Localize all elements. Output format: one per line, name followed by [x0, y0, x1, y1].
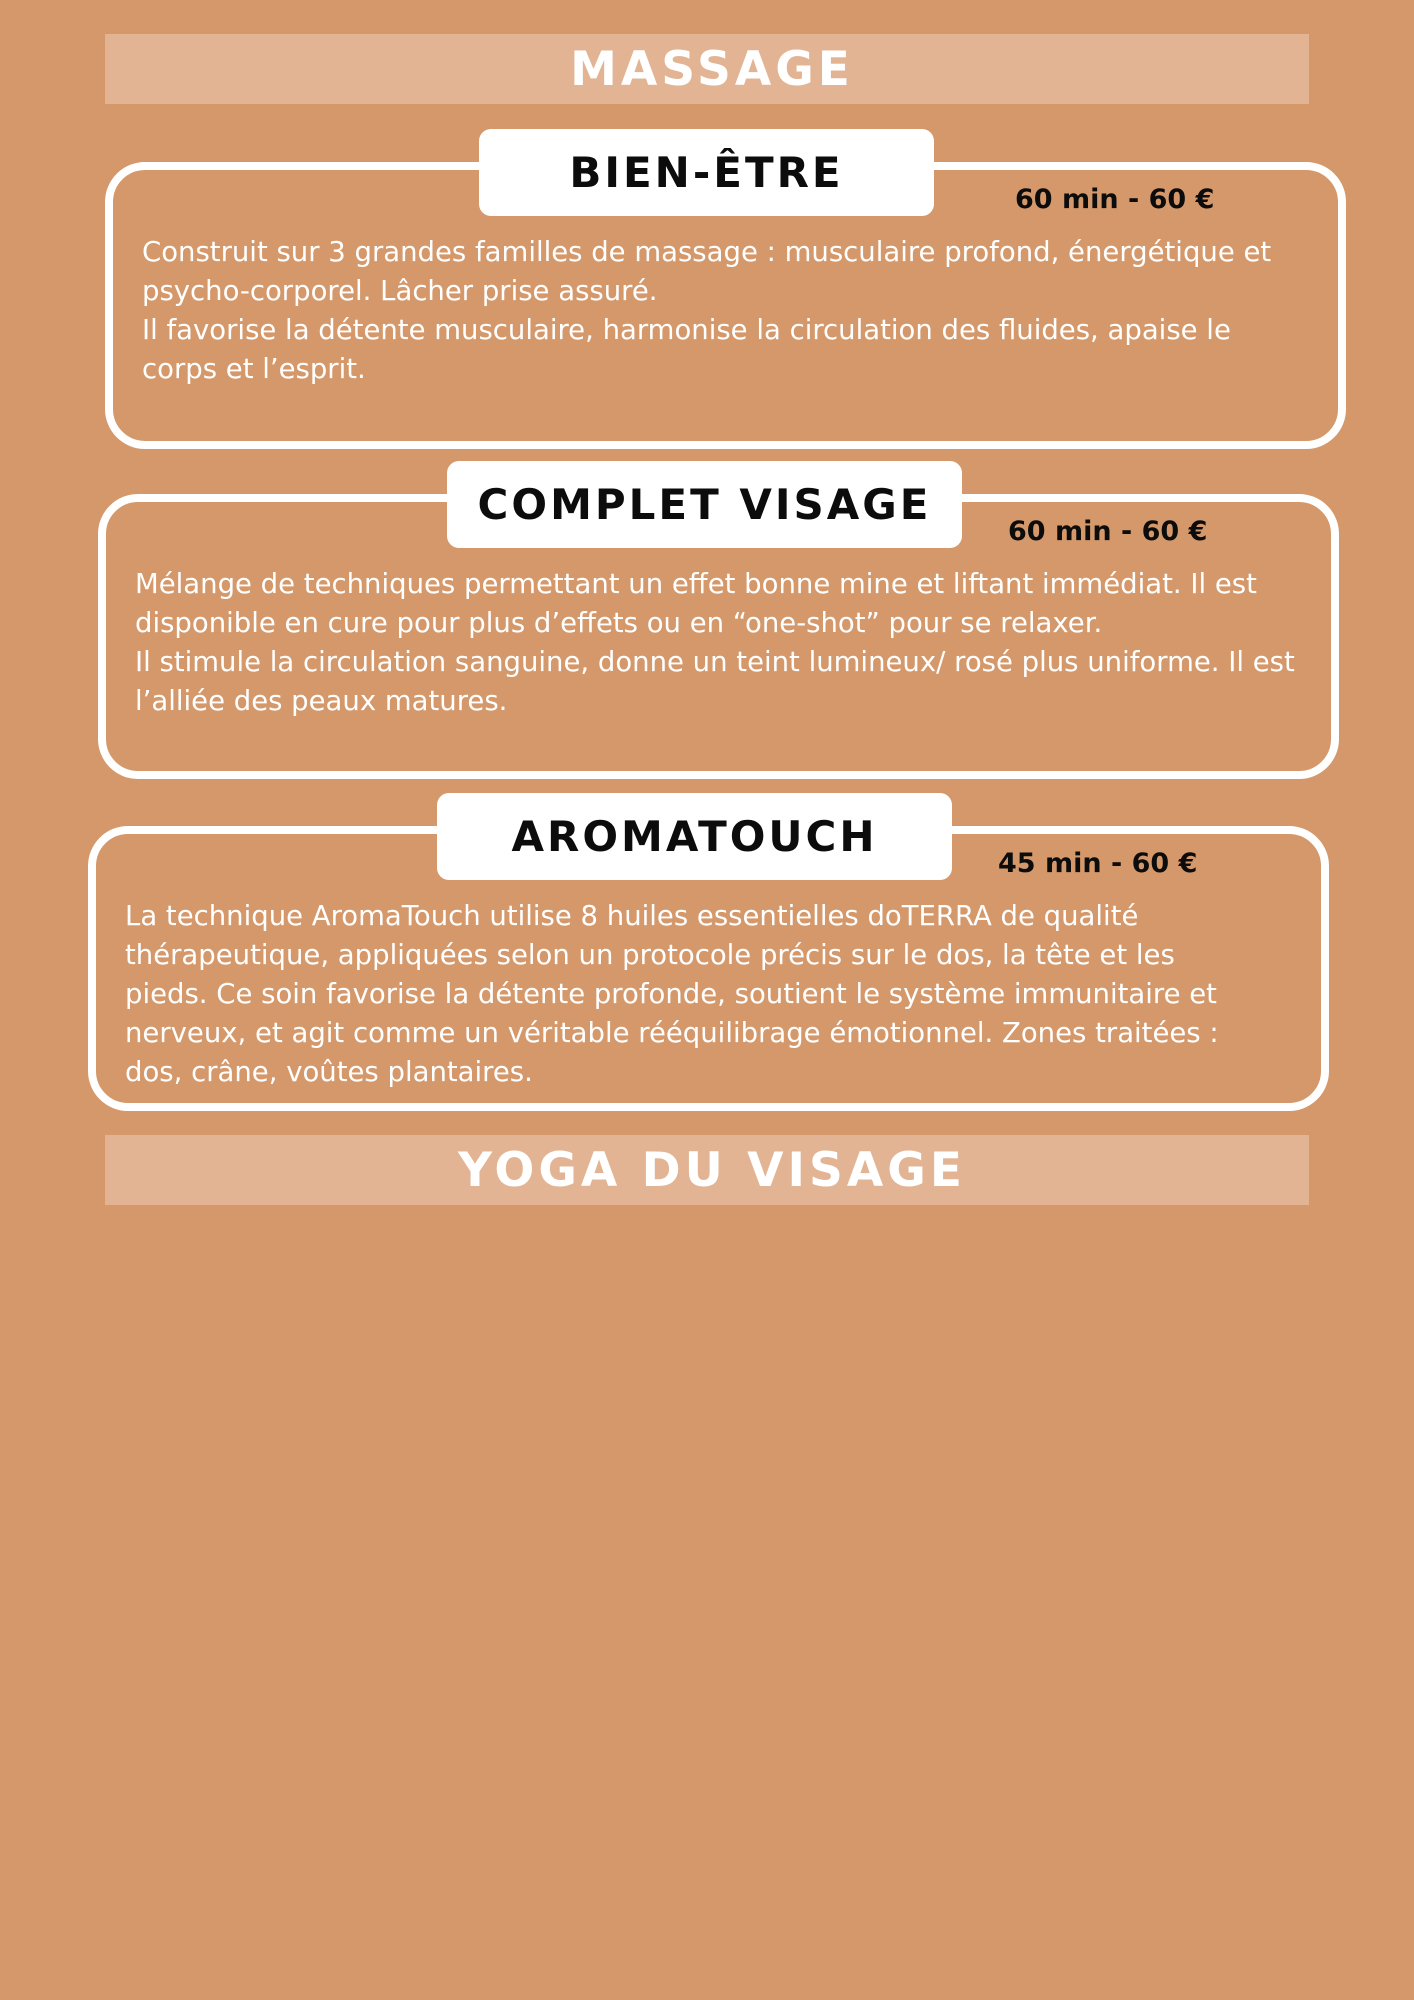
- yoga-section-banner: YOGA DU VISAGE: [105, 1135, 1309, 1205]
- service-description-bien-etre: [142, 233, 1271, 389]
- description-line: Il favorise la détente musculaire, harmonise la circulation des fluides, apaise le: [142, 314, 1231, 346]
- description-line: Construit sur 3 grandes familles de massage : musculaire profond, énergétique et: [142, 236, 1272, 268]
- service-price-bien-etre: 60 min - 60 €: [1015, 184, 1215, 215]
- service-description-complet-visage: [135, 565, 1295, 721]
- massage-section-banner: MASSAGE: [105, 34, 1309, 104]
- description-line: disponible en cure pour plus d’effets ou en “one-shot” pour se relaxer.: [135, 607, 1103, 639]
- service-description-aromatouch: [125, 897, 1219, 1092]
- description-line: psycho-corporel. Lâcher prise assuré.: [142, 275, 658, 307]
- service-title-bien-etre: BIEN-ÊTRE: [479, 129, 934, 216]
- description-line: l’alliée des peaux matures.: [135, 685, 508, 717]
- description-line: Mélange de techniques permettant un effet bonne mine et liftant immédiat. Il est: [135, 568, 1257, 600]
- service-title-aromatouch: AROMATOUCH: [437, 793, 952, 880]
- description-line: nerveux, et agit comme un véritable rééquilibrage émotionnel. Zones traitées :: [125, 1017, 1219, 1049]
- description-line: corps et l’esprit.: [142, 353, 366, 385]
- service-title-complet-visage: COMPLET VISAGE: [447, 461, 962, 548]
- service-price-aromatouch: 45 min - 60 €: [998, 848, 1198, 879]
- description-line: thérapeutique, appliquées selon un protocole précis sur le dos, la tête et les: [125, 939, 1175, 971]
- description-line: dos, crâne, voûtes plantaires.: [125, 1056, 533, 1088]
- description-line: pieds. Ce soin favorise la détente profonde, soutient le système immunitaire et: [125, 978, 1217, 1010]
- description-line: Il stimule la circulation sanguine, donne un teint lumineux/ rosé plus uniforme. Il est: [135, 646, 1295, 678]
- description-line: La technique AromaTouch utilise 8 huiles essentielles doTERRA de qualité: [125, 900, 1139, 932]
- service-price-complet-visage: 60 min - 60 €: [1008, 516, 1208, 547]
